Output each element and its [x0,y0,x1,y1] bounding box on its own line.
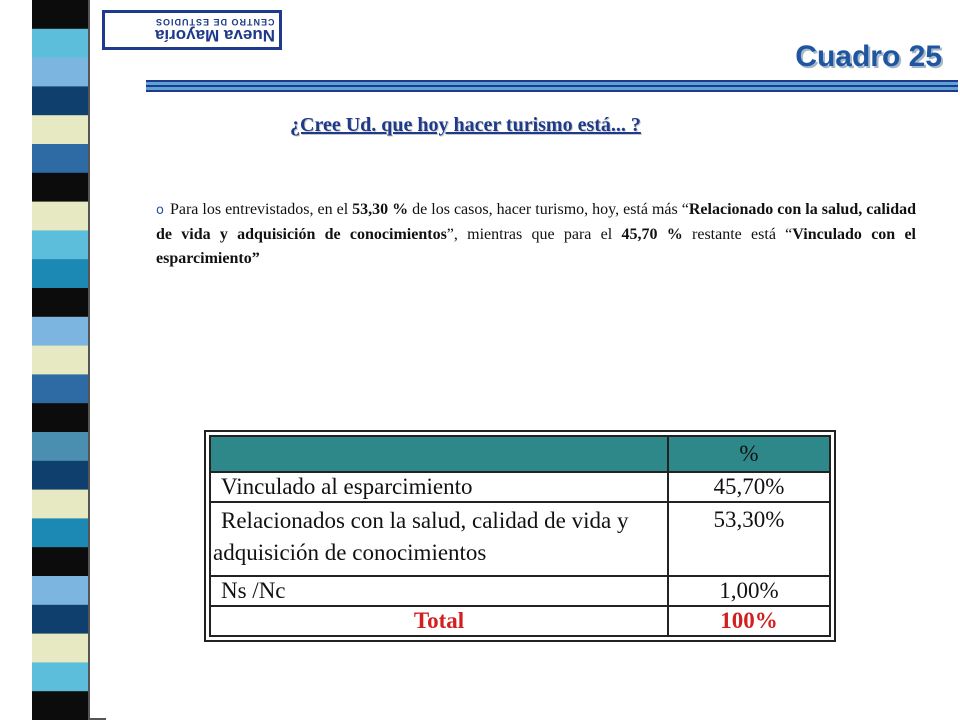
table-total-row [210,606,830,636]
title-rule [146,80,958,92]
table-row [210,576,830,606]
total-label: Total [210,606,668,636]
results-table [204,430,836,642]
row-label-line1: Relacionados con la salud, calidad de vida y [221,508,629,534]
logo [102,10,282,50]
stripe-block [32,317,88,346]
stripe-block [32,547,88,576]
header-pct-cell: % [668,436,830,472]
stripe-block [32,115,88,144]
row-label [210,502,668,575]
paragraph-emphasis: 53,30 % [352,201,409,218]
row-label: Ns /Nc [210,576,668,606]
stripe-block [32,288,88,317]
stripe-block [32,490,88,519]
stripe-block [32,634,88,663]
header-label-cell [210,436,668,472]
stripe-edge [88,0,106,720]
logo-title: Nueva Mayoría [155,26,275,45]
stripe-block [32,173,88,202]
slide-title: Cuadro 25 [795,40,942,73]
total-value: 100% [668,606,830,636]
stripe-block [32,374,88,403]
stripe-block [32,432,88,461]
stripe-block [32,29,88,58]
stripe-block [32,461,88,490]
stripe-block [32,403,88,432]
stripe-block [32,259,88,288]
table-header-row [210,436,830,472]
stripe-block [32,691,88,720]
paragraph-text: restante está “ [682,226,793,243]
stripe-block [32,518,88,547]
logo-text [155,17,275,44]
stripe-block [32,576,88,605]
logo-subtitle: CENTRO DE ESTUDIOS [155,17,275,27]
paragraph-text: Para los entrevistados, en el [169,201,353,218]
row-label: Vinculado al esparcimiento [210,472,668,502]
question-heading: ¿Cree Ud. que hoy hacer turismo está... ? [290,114,641,136]
summary-paragraph [156,198,916,271]
bullet-icon: o [156,203,164,218]
paragraph-emphasis: 45,70 % [621,226,683,243]
row-value: 53,30% [668,502,830,575]
row-label-line2: adquisición de conocimientos [213,540,487,566]
stripe-block [32,202,88,231]
stripe-block [32,662,88,691]
stripe-block [32,58,88,87]
table-row [210,472,830,502]
paragraph-emphasis: Relacionado con la salud, calidad de vida y adquisición de conocimientos [156,201,917,243]
decorative-stripe [32,0,88,720]
paragraph-body [156,201,916,267]
row-value: 45,70% [668,472,830,502]
paragraph-text: ”, mientras que para el [446,226,622,243]
row-value: 1,00% [668,576,830,606]
stripe-block [32,605,88,634]
stripe-block [32,86,88,115]
stripe-block [32,144,88,173]
stripe-block [32,230,88,259]
stripe-block [32,346,88,375]
paragraph-text: de los casos, hacer turismo, hoy, está más “ [408,201,689,218]
table-row [210,502,830,575]
stripe-block [32,0,88,29]
paragraph-emphasis: Vinculado con el esparcimiento” [156,226,917,267]
